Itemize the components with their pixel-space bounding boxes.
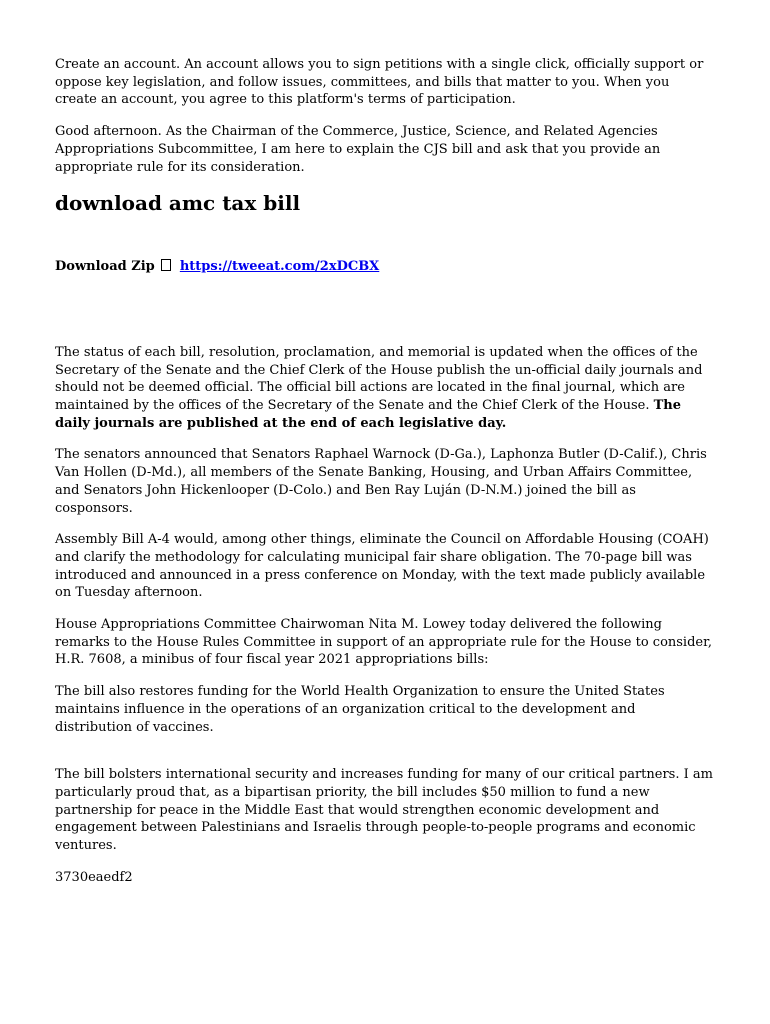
code-paragraph: 3730eaedf2 — [55, 869, 133, 885]
house-paragraph: House Appropriations Committee Chairwoman Nita M. Lowey today delivered the following remarks to the House Rules Committee in support of an appropriate rule for the House to consider, H.R. 7608, a minibus of four fiscal year 2021 appropriations bills: — [55, 617, 713, 668]
download-line — [55, 258, 715, 276]
download-label: Download Zip — [55, 259, 155, 275]
account-paragraph: Create an account. An account allows you to sign petitions with a single click, officially support or oppose key legislation, and follow issues, committees, and bills that matter to you. When you create an account, you agree to this platform's terms of participation. — [55, 57, 704, 108]
greeting-paragraph: Good afternoon. As the Chairman of the Commerce, Justice, Science, and Related Agencies Appropriations Subcommittee, I am here to explain the CJS bill and ask that you provide an appropriate rule for its consideration. — [55, 124, 661, 175]
document-page — [55, 56, 715, 901]
status-text: The status of each bill, resolution, proclamation, and memorial is updated when the offices of the Secretary of the Senate and the Chief Clerk of the House publish the un-official daily journals and should not be deemed official. The official bill actions are located in the final journal, which are maintained by the offices of the Secretary of the Senate and the Chief Clerk of the House. — [55, 344, 703, 414]
status-bold-text: The daily journals are published at the end of each legislative day. — [55, 398, 681, 431]
page-heading: download amc tax bill — [55, 191, 301, 216]
senators-paragraph: The senators announced that Senators Raphael Warnock (D-Ga.), Laphonza Butler (D-Calif.), Chris Van Hollen (D-Md.), all members of the Senate Banking, Housing, and Urban Affairs Committee, and Senators John Hickenlooper (D-Colo.) and Ben Ray Luján (D-N.M.) joined the bill as cosponsors. — [55, 447, 707, 516]
download-link[interactable]: https://tweeat.com/2xDCBX — [179, 259, 380, 275]
assembly-paragraph: Assembly Bill A-4 would, among other things, eliminate the Council on Affordable Housing (COAH) and clarify the methodology for calculating municipal fair share obligation. The 70-page bill was introduced and announced in a press conference on Monday, with the text made publicly available on Tuesday afternoon. — [55, 532, 709, 601]
status-paragraph — [55, 344, 715, 433]
placeholder-glyph-icon — [161, 259, 171, 271]
who-paragraph: The bill also restores funding for the World Health Organization to ensure the United States maintains influence in the operations of an organization critical to the development and distribution of vaccines. — [55, 684, 665, 735]
security-paragraph: The bill bolsters international security and increases funding for many of our critical partners. I am particularly proud that, as a bipartisan priority, the bill includes $50 million to fund a new partnership for peace in the Middle East that would strengthen economic development and engagement between Palestinians and Israelis through people-to-people programs and economic ventures. — [55, 767, 713, 854]
